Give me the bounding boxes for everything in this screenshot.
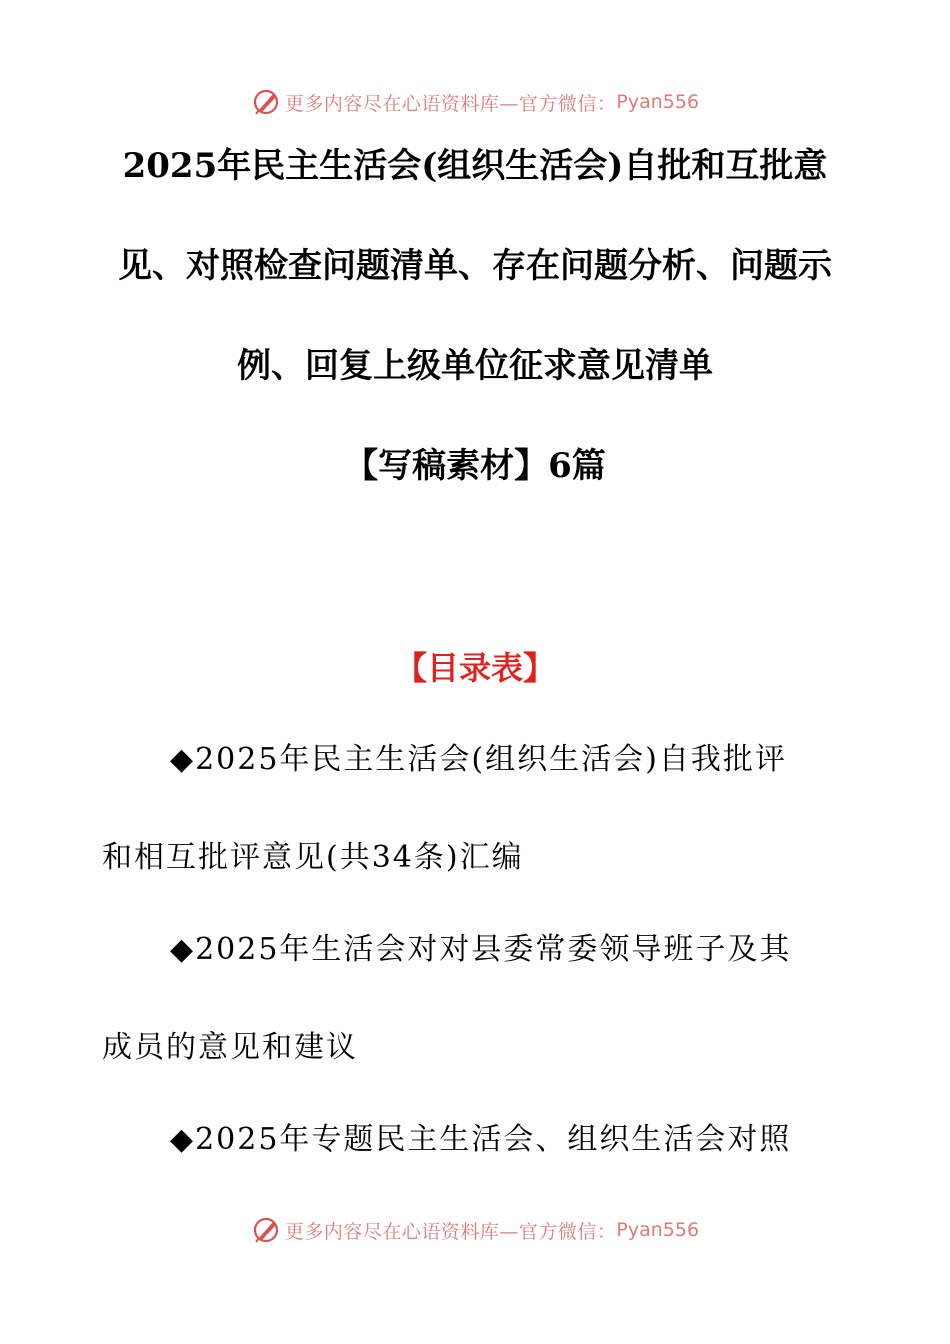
toc-item-1-line-2: 和相互批评意见(共34条)汇编 bbox=[102, 840, 524, 875]
document-title-line-4: 【写稿素材】6篇 bbox=[344, 446, 606, 486]
document-title-line-3: 例、回复上级单位征求意见清单 bbox=[237, 346, 713, 386]
toc-heading: 【目录表】 bbox=[394, 649, 555, 687]
document-title-line-2: 见、对照检查问题清单、存在问题分析、问题示 bbox=[118, 246, 832, 286]
toc-item-2-line-2: 成员的意见和建议 bbox=[102, 1030, 358, 1065]
toc-item-3-line-1: ◆2025年专题民主生活会、组织生活会对照 bbox=[170, 1122, 792, 1157]
watermark-text: 更多内容尽在心语资料库—官方微信： bbox=[284, 92, 617, 115]
watermark-text: 更多内容尽在心语资料库—官方微信： bbox=[284, 1220, 617, 1243]
watermark-wechat-id: Pyan556 bbox=[616, 1219, 700, 1241]
header-watermark bbox=[0, 82, 950, 122]
toc-item-1-line-1: ◆2025年民主生活会(组织生活会)自我批评 bbox=[170, 742, 787, 777]
document-title-line-1: 2025年民主生活会(组织生活会)自批和互批意 bbox=[122, 146, 828, 186]
toc-item-2-line-1: ◆2025年生活会对对县委常委领导班子及其 bbox=[170, 932, 792, 967]
pen-logo-icon bbox=[251, 87, 281, 117]
footer-watermark bbox=[0, 1210, 950, 1250]
watermark-wechat-id: Pyan556 bbox=[616, 91, 700, 113]
pen-logo-icon bbox=[251, 1215, 281, 1245]
